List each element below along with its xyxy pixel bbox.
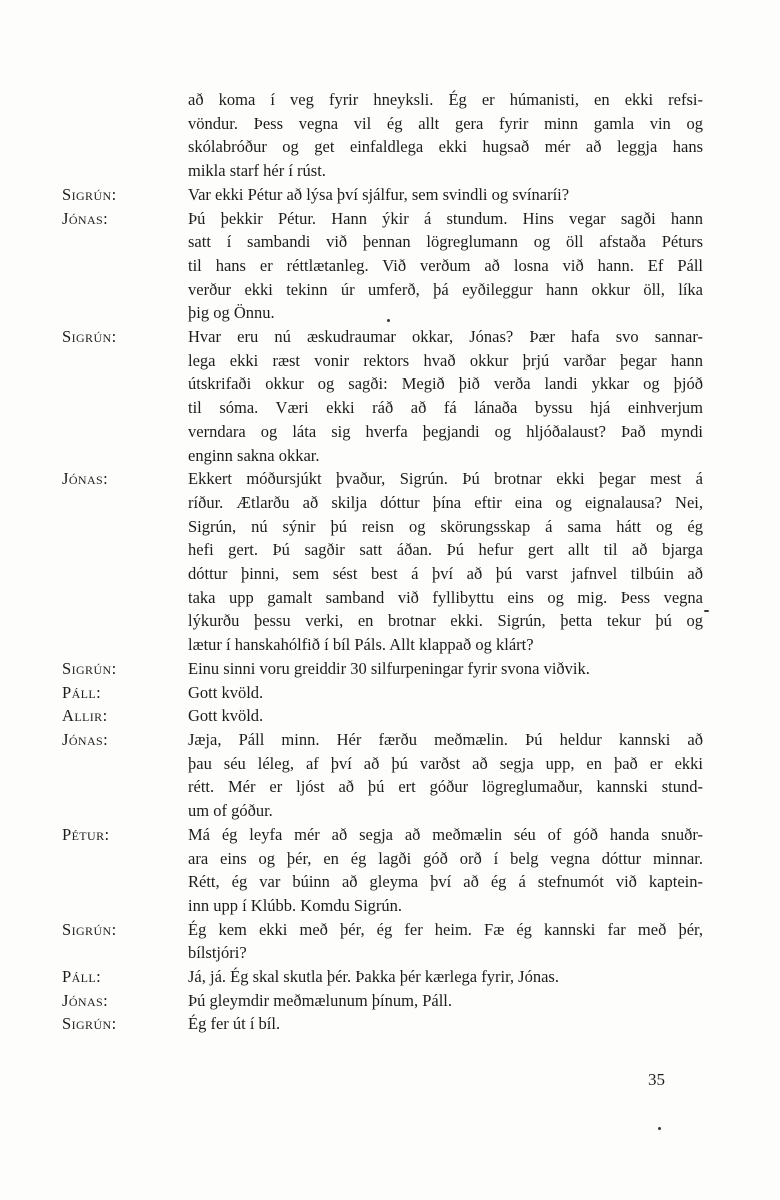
speech-lines — [188, 1012, 703, 1036]
speech-lines — [188, 467, 703, 657]
speaker-label: Páll: — [62, 967, 102, 987]
speech-line: Rétt, ég var búinn að gleyma því að ég á stefnumót við kaptein- — [188, 872, 703, 892]
speech-line: Ekkert móðursjúkt þvaður, Sigrún. Þú brotnar ekki þegar mest á — [188, 469, 703, 489]
speaker-label: Sigrún: — [62, 919, 117, 939]
speech-lines — [188, 823, 703, 918]
dialogue-entry — [62, 207, 703, 326]
speaker-label: Sigrún: — [62, 1014, 117, 1034]
speech-line: Ég fer út í bíl. — [188, 1014, 281, 1034]
speech-line: hefi gert. Þú sagðir satt áðan. Þú hefur gert allt til að bjarga — [188, 540, 703, 560]
speech-line: lætur í hanskahólfið í bíl Páls. Allt klappað og klárt? — [188, 635, 534, 655]
speech-line: Þú þekkir Pétur. Hann ýkir á stundum. Hins vegar sagði hann — [188, 208, 703, 228]
scan-speck — [658, 1127, 661, 1130]
speech-line: ara eins og þér, en ég lagði góð orð í belg vegna dóttur minnar. — [188, 848, 703, 868]
page-number: 35 — [648, 1070, 665, 1089]
speech-line: Ég kem ekki með þér, ég fer heim. Fæ ég kannski far með þér, — [188, 919, 703, 939]
speech-line: lega ekki ræst vonir rektors hvað okkur þrjú varðar þegar hann — [188, 350, 703, 370]
speaker-label: Jónas: — [62, 208, 109, 228]
speech-line: til sóma. Væri ekki ráð að fá lánaða byssu hjá einhverjum — [188, 398, 703, 418]
speech-line: Einu sinni voru greiddir 30 silfurpeningar fyrir svona viðvik. — [188, 658, 590, 678]
speech-line: inn upp í Klúbb. Komdu Sigrún. — [188, 895, 403, 915]
speech-lines — [188, 965, 703, 989]
speaker-label: Jónas: — [62, 469, 109, 489]
speech-lines — [188, 681, 703, 705]
dialogue-entry — [62, 183, 703, 207]
speech-lines — [188, 88, 703, 183]
speech-line: Hvar eru nú æskudraumar okkar, Jónas? Þær hafa svo sannar- — [188, 327, 703, 347]
dialogue-entry — [62, 1012, 703, 1036]
speech-line: lýkurðu þessu verki, en brotnar ekki. Sigrún, þetta tekur þú og — [188, 611, 703, 631]
dialogue-entry — [62, 989, 703, 1013]
dialogue-entry — [62, 704, 703, 728]
speech-line: Sigrún, nú sýnir þú reisn og skörungsskap á sama hátt og ég — [188, 516, 703, 536]
speaker-label: Sigrún: — [62, 658, 117, 678]
speech-line: Gott kvöld. — [188, 706, 264, 726]
speech-lines — [188, 918, 703, 965]
scan-speck — [704, 610, 709, 612]
speech-line: verndara og láta sig hverfa þegjandi og hljóðalaust? Það myndi — [188, 421, 703, 441]
speech-line: ríður. Ætlarðu að skilja dóttur þína eftir eina og eignalausa? Nei, — [188, 492, 703, 512]
speech-line: Já, já. Ég skal skutla þér. Þakka þér kærlega fyrir, Jónas. — [188, 967, 559, 987]
speech-lines — [188, 325, 703, 467]
dialogue-entry — [62, 965, 703, 989]
speaker-label: Jónas: — [62, 729, 109, 749]
dialogue-entry — [62, 657, 703, 681]
speech-line: dóttur þinni, sem sést best á því að þú varst jafnvel tilbúin að — [188, 564, 703, 584]
speech-line: þau séu léleg, af því að þú varðst að segja upp, en það er ekki — [188, 753, 703, 773]
speech-line: vöndur. Þess vegna vil ég allt gera fyrir minn gamla vin og — [188, 113, 703, 133]
speaker-label: Pétur: — [62, 824, 110, 844]
speech-lines — [188, 657, 703, 681]
dialogue-entry — [62, 325, 703, 467]
speech-line: enginn sakna okkar. — [188, 445, 320, 465]
speech-line: taka upp gamalt samband við fyllibyttu eins og mig. Þess vegna — [188, 587, 703, 607]
speech-line: Jæja, Páll minn. Hér færðu meðmælin. Þú heldur kannski að — [188, 729, 703, 749]
speech-lines — [188, 183, 703, 207]
speech-lines — [188, 207, 703, 326]
speech-line: Má ég leyfa mér að segja að meðmælin séu of góð handa snuðr- — [188, 824, 703, 844]
speech-line: Var ekki Pétur að lýsa því sjálfur, sem svindli og svínaríi? — [188, 184, 570, 204]
speaker-label: Páll: — [62, 682, 102, 702]
dialogue-entry — [62, 467, 703, 657]
speech-line: bílstjóri? — [188, 943, 247, 963]
scan-speck — [387, 319, 390, 322]
dialogue-entry — [62, 728, 703, 823]
speech-line: um of góður. — [188, 801, 273, 821]
speech-line: útskrifaði okkur og sagði: Megið þið verða landi ykkar og þjóð — [188, 374, 703, 394]
speech-line: þig og Önnu. — [188, 303, 275, 323]
speaker-label: Jónas: — [62, 990, 109, 1010]
speaker-label: Sigrún: — [62, 327, 117, 347]
speech-line: rétt. Mér er ljóst að þú ert góður lögreglumaður, kannski stund- — [188, 777, 703, 797]
speech-line: mikla starf hér í rúst. — [188, 161, 326, 181]
speech-line: Þú gleymdir meðmælunum þínum, Páll. — [188, 990, 452, 1010]
speaker-label: Sigrún: — [62, 184, 117, 204]
speaker-label: Allir: — [62, 706, 108, 726]
dialogue-entry — [62, 88, 703, 183]
speech-lines — [188, 728, 703, 823]
speech-line: verður ekki tekinn úr umferð, þá eyðileggur hann okkur öll, líka — [188, 279, 703, 299]
dialogue-entry — [62, 823, 703, 918]
speech-line: til hans er réttlætanleg. Við verðum að losna við hann. Ef Páll — [188, 255, 703, 275]
speech-line: að koma í veg fyrir hneyksli. Ég er húmanisti, en ekki refsi- — [188, 90, 703, 109]
dialogue-entry — [62, 918, 703, 965]
speech-lines — [188, 989, 703, 1013]
speech-line: skólabróður og get einfaldlega ekki hugsað mér að leggja hans — [188, 137, 703, 157]
speech-line: satt í sambandi við þennan lögreglumann og öll afstaða Péturs — [188, 232, 703, 252]
speech-lines — [188, 704, 703, 728]
dialogue-entry — [62, 681, 703, 705]
speech-line: Gott kvöld. — [188, 682, 264, 702]
dialogue — [62, 88, 703, 1036]
